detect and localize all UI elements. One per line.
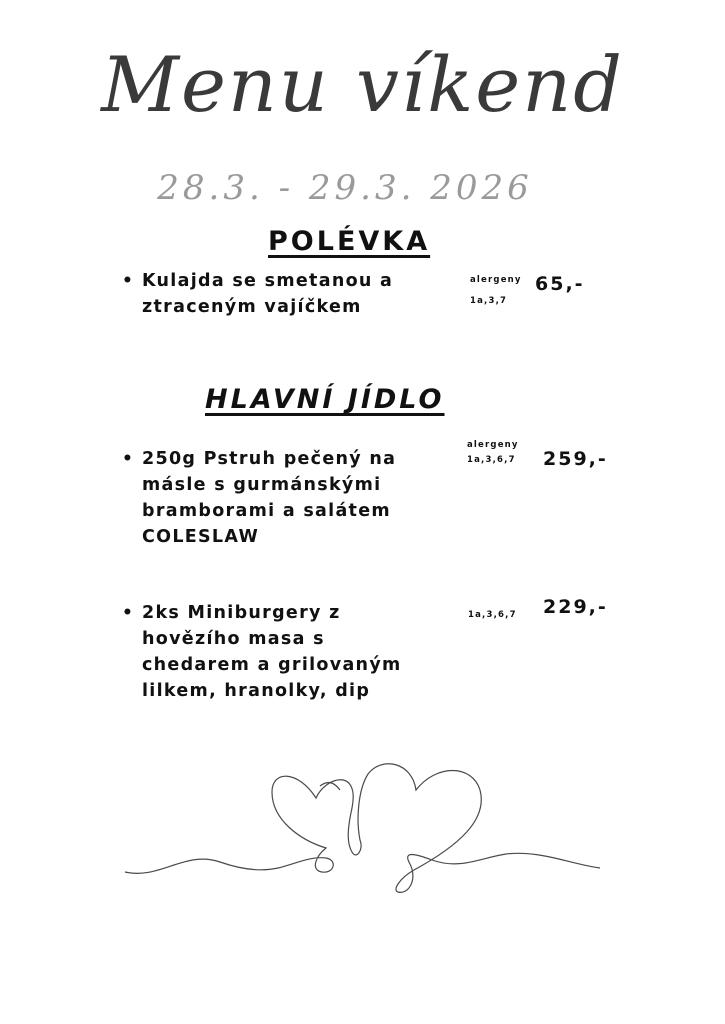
menu-item-burgers [122,600,442,704]
section-heading-soup: POLÉVKA [268,226,431,257]
item-line: 250g Pstruh pečený na [142,449,397,469]
allergen-label: alergeny [467,440,519,450]
page-title: Menu víkend [101,40,624,129]
allergen-codes: 1a,3,6,7 [468,610,517,620]
menu-item-trout [122,446,442,550]
item-line: Kulajda se smetanou a [142,271,394,291]
item-line: bramborami a salátem [142,501,391,521]
item-line: ztraceným vajíčkem [142,297,362,317]
bullet-icon: • [122,271,135,291]
section-heading-main: HLAVNÍ JÍDLO [205,384,445,415]
item-line: hovězího masa s [142,629,325,649]
item-price: 229,- [543,596,608,618]
item-line: chedarem a grilovaným [142,655,402,675]
item-line: COLESLAW [142,527,260,547]
item-description [122,600,442,704]
date-range: 28.3. - 29.3. 2026 [157,168,533,208]
allergen-label: alergeny [470,275,522,285]
item-line: 2ks Miniburgery z [142,603,341,623]
item-line: lilkem, hranolky, dip [142,681,371,701]
item-line: másle s gurmánskými [142,475,382,495]
menu-item-soup [122,268,442,320]
bullet-icon: • [122,603,135,623]
bullet-icon: • [122,449,135,469]
item-description [122,446,442,550]
line-hearts-icon [120,750,610,900]
item-description [122,268,442,320]
item-price: 259,- [543,448,608,470]
allergen-codes: 1a,3,6,7 [467,455,516,465]
item-price: 65,- [535,273,585,295]
allergen-codes: 1a,3,7 [470,296,508,306]
